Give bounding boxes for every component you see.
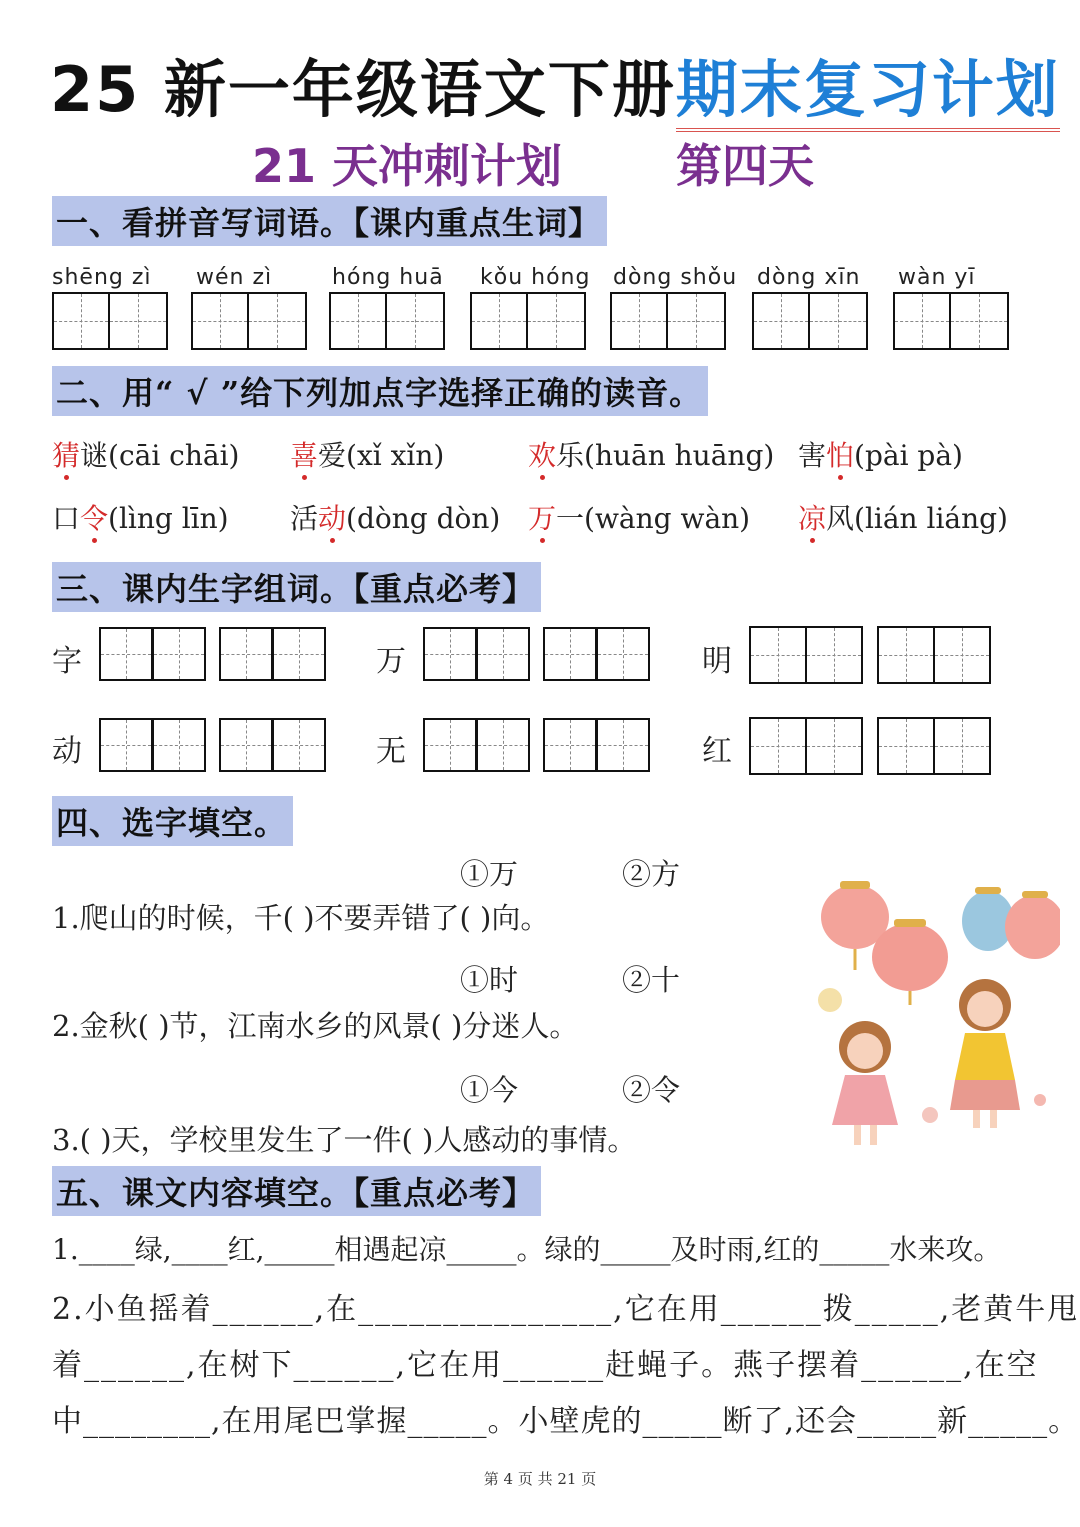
section-2-heading: 二、用“ √ ”给下列加点字选择正确的读音。: [52, 366, 708, 416]
char: 风: [826, 502, 855, 535]
page-title: [50, 40, 1060, 129]
char-box[interactable]: [99, 718, 153, 772]
reading-options[interactable]: (xǐ xǐn): [346, 439, 445, 472]
char-box[interactable]: [108, 292, 168, 350]
reading-item: [290, 497, 500, 537]
char-box[interactable]: [666, 292, 726, 350]
char-box[interactable]: [247, 292, 307, 350]
char-box[interactable]: [543, 718, 597, 772]
base-char: 无: [376, 734, 406, 769]
fill-line-4[interactable]: 中________,在用尾巴掌握_____。小壁虎的_____断了,还会_____新_____。: [52, 1404, 1080, 1439]
section-4-heading: 四、选字填空。: [52, 796, 293, 846]
question-3[interactable]: 3.( )天，学校里发生了一件( )人感动的事情。: [52, 1123, 637, 1157]
reading-options[interactable]: (pài pà): [854, 439, 963, 472]
dotted-char: 猜: [52, 439, 81, 472]
char-box[interactable]: [219, 627, 273, 681]
option-1: ①今: [460, 1073, 519, 1107]
dotted-char: 凉: [798, 502, 827, 535]
option-1: ①时: [460, 963, 519, 997]
char-box[interactable]: [610, 292, 668, 350]
girl-icon: [950, 979, 1020, 1128]
char-box[interactable]: [385, 292, 445, 350]
dotted-char: 动: [318, 502, 347, 535]
reading-item: [798, 497, 1008, 537]
char-box[interactable]: [52, 292, 110, 350]
fill-line-2[interactable]: 2.小鱼摇着______,在_______________,它在用______拨_____,老黄牛甩: [52, 1292, 1080, 1327]
char-box[interactable]: [877, 626, 935, 684]
char-box[interactable]: [893, 292, 951, 350]
char-box[interactable]: [423, 627, 477, 681]
dotted-char: 令: [80, 502, 109, 535]
char-box[interactable]: [219, 718, 273, 772]
char-box[interactable]: [543, 627, 597, 681]
lantern-girls-illustration: [810, 875, 1060, 1150]
option-1: ①万: [460, 857, 519, 891]
char: 谜: [80, 439, 109, 472]
char: 一: [556, 502, 585, 535]
char: 口: [52, 502, 81, 535]
dotted-char: 万: [528, 502, 557, 535]
pinyin-1: shēng zì: [52, 265, 152, 290]
base-char: 万: [376, 644, 406, 679]
char-box[interactable]: [423, 718, 477, 772]
dotted-char: 怕: [826, 439, 855, 472]
pinyin-3: hóng huā: [332, 265, 444, 290]
pinyin-6: dòng xīn: [757, 265, 861, 290]
char-box[interactable]: [476, 718, 530, 772]
base-char: 字: [52, 644, 82, 679]
section-5-heading: 五、课文内容填空。【重点必考】: [52, 1166, 541, 1216]
char-box[interactable]: [933, 626, 991, 684]
reading-options[interactable]: (lián liáng): [854, 502, 1008, 535]
reading-item: [290, 434, 444, 474]
base-char: 红: [702, 734, 732, 769]
option-2: ②十: [622, 963, 681, 997]
option-2: ②令: [622, 1073, 681, 1107]
subtitle-right: 第四天: [676, 139, 814, 193]
section-3-heading: 三、课内生字组词。【重点必考】: [52, 562, 541, 612]
pinyin-2: wén zì: [196, 265, 273, 290]
reading-options[interactable]: (cāi chāi): [108, 439, 240, 472]
char-box[interactable]: [596, 718, 650, 772]
subtitle-left: 21 天冲刺计划: [252, 139, 563, 193]
char-box[interactable]: [476, 627, 530, 681]
dotted-char: 欢: [528, 439, 557, 472]
reading-options[interactable]: (lìng līn): [108, 502, 229, 535]
reading-item: [528, 497, 750, 537]
char: 害: [798, 439, 827, 472]
question-1[interactable]: 1.爬山的时候，千( )不要弄错了( )向。: [52, 901, 550, 935]
option-2: ②方: [622, 857, 681, 891]
char-box[interactable]: [596, 627, 650, 681]
char-box[interactable]: [752, 292, 810, 350]
char-box[interactable]: [329, 292, 387, 350]
char-box[interactable]: [526, 292, 586, 350]
reading-item: [52, 434, 239, 474]
reading-item: [798, 434, 963, 474]
reading-item: [528, 434, 774, 474]
dotted-char: 喜: [290, 439, 319, 472]
page-footer: 第 4 页 共 21 页: [483, 1470, 597, 1488]
char-box[interactable]: [749, 626, 807, 684]
char-box[interactable]: [749, 717, 807, 775]
title-main: 25 新一年级语文下册: [50, 53, 676, 126]
char-box[interactable]: [877, 717, 935, 775]
pinyin-7: wàn yī: [898, 265, 976, 290]
question-2[interactable]: 2.金秋( )节，江南水乡的风景( )分迷人。: [52, 1009, 579, 1043]
char-box[interactable]: [152, 718, 206, 772]
reading-options[interactable]: (dòng dòn): [346, 502, 501, 535]
char-box[interactable]: [152, 627, 206, 681]
pinyin-5: dòng shǒu: [613, 265, 738, 290]
char-box[interactable]: [191, 292, 249, 350]
fill-line-1[interactable]: 1.____绿,____红,_____相遇起凉_____。绿的_____及时雨,红的_____水来攻。: [52, 1233, 1002, 1266]
reading-options[interactable]: (wàng wàn): [584, 502, 751, 535]
base-char: 动: [52, 734, 82, 769]
girl-icon: [832, 1021, 898, 1145]
reading-options[interactable]: (huān huāng): [584, 439, 775, 472]
char-box[interactable]: [805, 717, 863, 775]
char: 活: [290, 502, 319, 535]
base-char: 明: [702, 644, 732, 679]
reading-item: [52, 497, 229, 537]
char-box[interactable]: [272, 627, 326, 681]
fill-line-3[interactable]: 着______,在树下______,它在用______赶蝇子。燕子摆着______,在空: [52, 1348, 1039, 1383]
char-box[interactable]: [933, 717, 991, 775]
title-highlight: 期末复习计划: [676, 53, 1060, 132]
lantern-icon: [1005, 891, 1060, 959]
section-1-heading: 一、看拼音写词语。【课内重点生词】: [52, 196, 607, 246]
char: 乐: [556, 439, 585, 472]
char: 爱: [318, 439, 347, 472]
char-box[interactable]: [949, 292, 1009, 350]
pinyin-4: kǒu hóng: [480, 265, 591, 290]
char-box[interactable]: [470, 292, 528, 350]
char-box[interactable]: [99, 627, 153, 681]
char-box[interactable]: [805, 626, 863, 684]
char-box[interactable]: [808, 292, 868, 350]
char-box[interactable]: [272, 718, 326, 772]
